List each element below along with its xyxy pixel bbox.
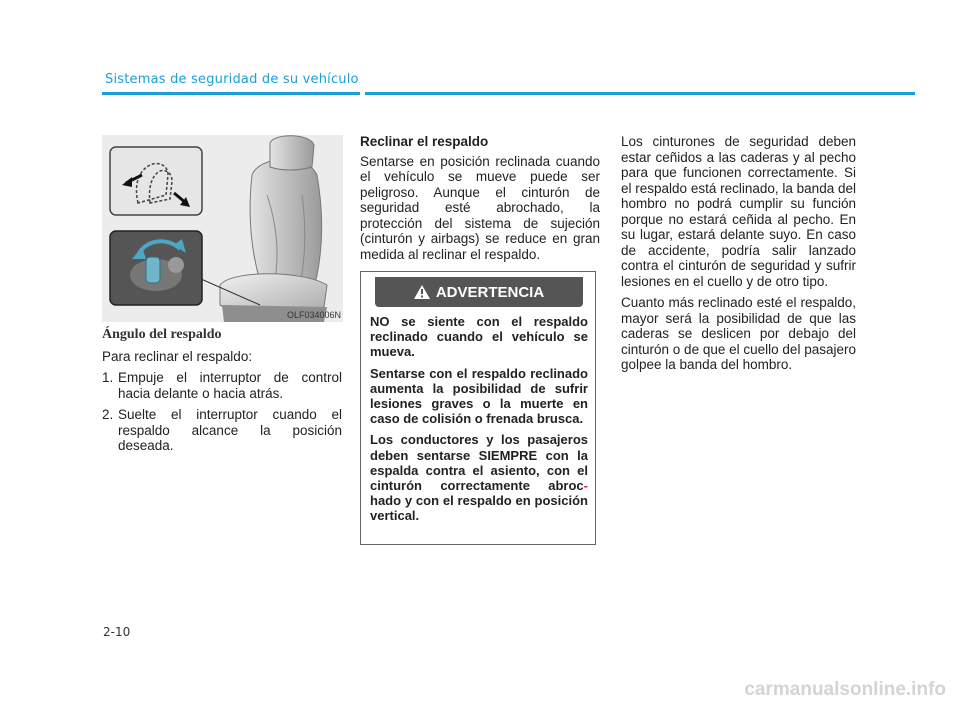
warning-box [360,271,596,545]
page-number: 2-10 [103,625,131,639]
recline-paragraph: Sentarse en posición reclinada cuando el vehículo se mueve puede ser peligroso. Aunque el cinturón de seguridad esté abrochado, la protección del sistema de sujeción (cinturón y airbags) se reduce en gran medida al reclinar el respaldo. [360,153,600,262]
warning-body [370,314,588,530]
list-number: 2. [102,407,114,422]
warning-paragraph-3 [370,432,588,523]
warning-paragraph-3-end: hado y con el respaldo en posición vertical. [370,493,588,524]
header-rule-short [102,92,360,95]
hyphen-mark: - [583,478,588,494]
watermark: carmanualsonline.info [744,679,946,700]
section-heading-recline: Reclinar el respaldo [360,134,489,149]
seat-figure [102,135,343,322]
column-right [621,134,856,379]
intro-text: Para reclinar el respaldo: [102,348,253,364]
belt-paragraph-1: Los cinturones de seguridad deben estar ceñidos a las caderas y al pecho para que funcionen correctamente. Si el respaldo está reclinado, la banda del hombro no podrá cumplir su función porque no estará ceñida al pecho. En su lugar, estará delante suyo. En caso de accidente, podría salir lanzado contra el cinturón de seguridad y sufrir lesiones en el cuello y de otro tipo. [621,134,856,289]
warning-paragraph-1: NO se siente con el respaldo reclinado cuando el vehículo se mueva. [370,314,588,360]
figure-caption: OLF034006N [286,310,341,320]
warning-label: ADVERTENCIA [435,283,545,301]
section-heading-angle: Ángulo del respaldo [102,327,222,342]
warning-paragraph-3-start: Los conductores y los pasajeros deben sentarse SIEMPRE con la espalda contra el asiento, con el cinturón correctamente abroc [370,432,588,494]
list-item [102,370,342,401]
column-left [102,327,342,460]
header-rule-long [365,92,915,95]
header-title: Sistemas de seguridad de su vehículo [105,72,359,87]
list-text: Empuje el interruptor de control hacia delante o hacia atrás. [118,370,342,401]
warning-banner [375,277,583,307]
seat-illustration [102,135,343,322]
warning-icon [414,285,430,299]
list-item [102,407,342,454]
list-text: Suelte el interruptor cuando el respaldo alcance la posición deseada. [118,407,342,453]
belt-paragraph-2: Cuanto más reclinado esté el respaldo, mayor será la posibilidad de que las caderas se deslicen por debajo del cinturón o de que el cuello del pasajero golpee la banda del hombro. [621,295,856,372]
column-middle [360,134,600,268]
list-number: 1. [102,370,114,385]
warning-paragraph-2: Sentarse con el respaldo reclinado aumenta la posibilidad de sufrir lesiones graves o la muerte en caso de colisión o frenada brusca. [370,365,588,427]
